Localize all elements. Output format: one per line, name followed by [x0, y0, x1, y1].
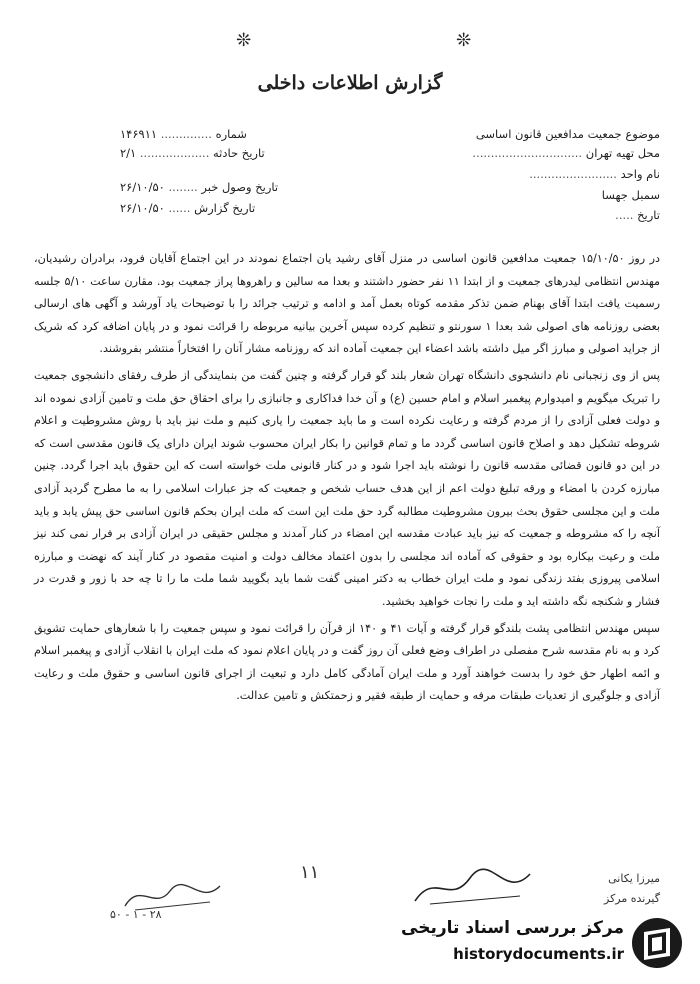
- source-line: محل تهیه تهران ..............................: [472, 146, 660, 160]
- report-date-line: تاریخ گزارش ...... ۲۶/۱۰/۵۰: [120, 201, 256, 215]
- subject-line: [476, 127, 660, 141]
- watermark-en: historydocuments.ir: [453, 945, 624, 963]
- paragraph: پس از وی زنجبانی نام دانشجوی دانشگاه تهران شعار بلند گو قرار گرفته و چنین گفت من بنمایندگی از طرف رفقای دانشجوی جمعیت را تبریک میگویم و امیدوارم پیغمبر اسلام و امام حسین (ع) و آن خدا فداکاری و جانبازی را برای احقاق حق ملت و تامین آزادی نموده اند و دولت فعلی آزادی را از مردم گرفته و رعایت نکرده است و ما باید جمعیت را یاری کنیم و ملت نیز باید با روش مشروطیت و اعلام شروطه تشکیل دهد و اصلاح قانون اساسی گردد ما و تمام قوانین را بکار ایران محسوب شوند ایران دارای یک قانون مقدسی است که در این دو قانون قضائی مقدسه قانون را نوشته باید اجرا شود و در کنار قانونی ملت خواسته است که این حقوق باید اجرا گردد. چنین مبارزه کردن با امضاء و ورقه تبلیغ دولت اعم از این هدف حساب شخص و جمعیت که جز عبارات اسلامی را به ما مطرح گردید آزادی ملت و این مجلسی حقوق بحث بیرون مشروطیت مطالبه گرد حق ملت این است که ملت ایران بحکم قانون اساسی حق پیش یابد و باید آنچه را که مشروطه و جمعیت که نیز باید عبادت مقدسه این امضاء در کنار آمدند و مجلس حقیقی در ایران آزادی بر فرار نمی کند نیز ملت و رعیت بیکاره بود و حقوقی که آماده اند مجلسی را بدون اعتماد مخالف دولت و امنیت مقصود در کنار آیند که نهضت و مبارزه اسلامی پیروزی بفتد زندگی نمود و ملت ایران خطاب به دکتر امینی گفت شما باید بگویید شما ملت ما را تا چه حد با زور و قدرت در فشار و شکنجه نگه داشته اید و ملت را نجات خواهید بخشید.: [34, 368, 660, 608]
- event-date-value: ۲/۱: [120, 146, 137, 160]
- number-line: شماره .............. ۱۴۶۹۱۱: [120, 127, 247, 141]
- event-date-label: تاریخ حادثه: [213, 146, 265, 160]
- number-label: شماره: [215, 127, 247, 141]
- archive-watermark: [384, 914, 684, 974]
- subject-value: جمعیت مدافعین قانون اساسی: [475, 127, 622, 141]
- receive-date-line: تاریخ وصول خبر ........ ۲۶/۱۰/۵۰: [120, 180, 279, 194]
- receive-date-value: ۲۶/۱۰/۵۰: [120, 180, 165, 194]
- signature-line-1: میرزا یکانی: [608, 872, 660, 885]
- code-line: [602, 188, 660, 202]
- receive-date-label: تاریخ وصول خبر: [201, 180, 279, 194]
- source-value: تهران: [585, 146, 613, 160]
- unit-line: نام واحد ........................: [529, 167, 660, 181]
- watermark-fa: مرکز بررسی اسناد تاریخی: [401, 918, 624, 938]
- separator-mark: ۱۱: [300, 862, 320, 883]
- date-label: تاریخ: [637, 208, 660, 222]
- subject-label: موضوع: [625, 127, 660, 141]
- signature-scribble-right: [410, 866, 540, 910]
- paragraph: در روز ۱۵/۱۰/۵۰ جمعیت مدافعین قانون اساسی در منزل آقای رشید یان اجتماع نمودند در این اجتماع آقایان فرود، برادران رشیدیان، مهندس انتظامی لیدرهای جمعیت و از ابتدا ۱۱ نفر حضور داشتند و بعدا مه سالین و راهروها پراز جمعیت بود. مقارن ساعت ۵/۱۰ جلسه رسمیت یافت ابتدا آقای بهنام ضمن تذکر مقدمه کوتاه بعمل آمد و ادامه و ترتیب جرائد را با توضیحات یاد آورشد و آگهی های ارسالی بعضی روزنامه های اصولی شد بعدا ۱ سورنتو و تنظیم کرده سپس آخرین بیانیه مربوطه را قرائت نمود و در پایان اضافه کرد که شریک از جراید اصولی و مبارز اگر میل داشته باشد اعضاء این جمعیت آماده اند که روزنامه مشار آنان را افتخاراً منتشر بفروشند.: [34, 252, 660, 356]
- code-value: جهسا: [601, 188, 628, 202]
- event-date-line: تاریخ حادثه ................... ۲/۱: [120, 146, 265, 160]
- unit-label: نام واحد: [620, 167, 660, 181]
- ornament-right: ❊: [456, 30, 472, 51]
- signature-line-2: گیرنده مرکز: [604, 892, 660, 905]
- document-title: گزارش اطلاعات داخلی: [257, 72, 443, 94]
- paragraph: سپس مهندس انتظامی پشت بلندگو قرار گرفته و آیات ۴۱ و ۱۴۰ از قرآن را قرائت نمود و سپس جمعیت را با شعارهای حمایت تشویق کرد و به نام مقدسه شرح مفصلی در اطراف وضع فعلی آن روز گفت و در پایان اعلام نمود که ملت ایران با انقلاب آزادی و پیغمبر اسلام و ائمه اطهار حق خود را بدست خواهند آورد و ملت ایران آمادگی کامل دارد و تبعیت از اجرای قانون اساسی و حقوق ملت و رعایت آزادی و جلوگیری از تعدیات طبقات مرفه و حمایت از طبقه فقیر و زحمتکش و تامین عدالت.: [34, 621, 660, 703]
- source-label: محل تهیه: [615, 146, 660, 160]
- number-value: ۱۴۶۹۱۱: [120, 127, 158, 141]
- date-line: تاریخ .....: [615, 208, 660, 222]
- signature-scribble-left: [120, 876, 230, 916]
- archive-logo-icon: [630, 916, 684, 970]
- report-body: [34, 248, 660, 708]
- report-date-value: ۲۶/۱۰/۵۰: [120, 201, 165, 215]
- report-date-label: تاریخ گزارش: [194, 201, 256, 215]
- ornament-left: ❊: [236, 30, 252, 51]
- signature-line-3: ۲۸ - ۱ - ۵۰: [110, 908, 162, 921]
- code-label: سمبل: [631, 188, 660, 202]
